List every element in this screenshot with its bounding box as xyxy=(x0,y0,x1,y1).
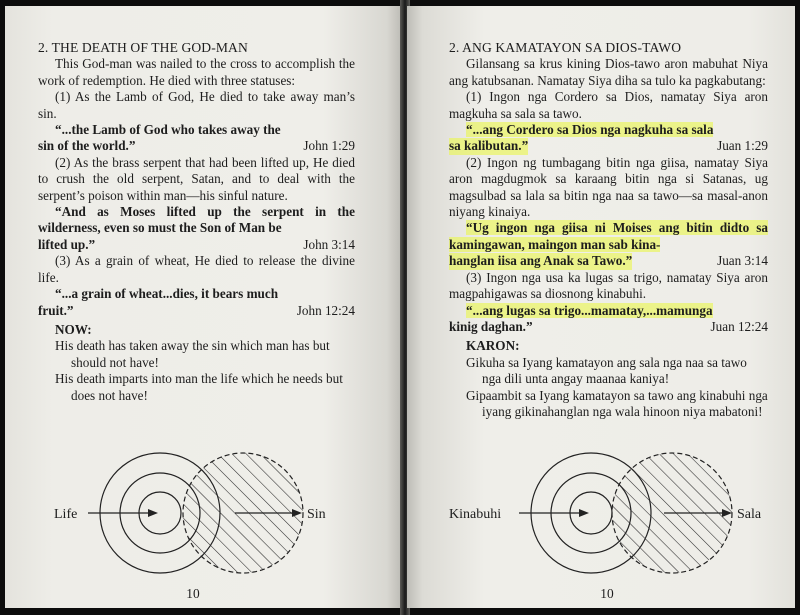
left-verse-2 xyxy=(38,204,355,253)
right-point-2: (2) Ingon ng tumbagang bitin nga giisa, namatay Siya aron magdugmok sa karaang bitin nga si Satanas, ug magsulbad sa lala sa bitin nga naa sa tawo—sa masal-anon niyang kinaiya. xyxy=(449,154,768,220)
left-point-3: (3) As a grain of wheat, He died to release the divine life. xyxy=(38,253,355,285)
right-verse-2-last: hanglan iisa ang Anak sa Tawo.” xyxy=(449,253,633,269)
right-verse-2-ref: Juan 3:14 xyxy=(717,253,768,269)
left-verse-2-ref: John 3:14 xyxy=(303,236,355,252)
right-verse-3-line1: “...ang lugas sa trigo...mamatay,...mamunga xyxy=(466,302,713,318)
right-now-2: Gipaambit sa Iyang kamatayon sa tawo ang kinabuhi nga iyang gikinahanglan nga wala hinoon niya mabatoni! xyxy=(466,387,768,419)
left-point-1: (1) As the Lamb of God, He died to take away man’s sin. xyxy=(38,89,355,121)
left-verse-3-ref: John 12:24 xyxy=(296,302,355,318)
right-verse-3-ref: Juan 12:24 xyxy=(710,318,768,334)
right-verse-1 xyxy=(449,122,768,155)
right-page xyxy=(407,6,795,608)
right-point-3: (3) Ingon nga usa ka lugas sa trigo, namatay Siya aron magpahigawas sa diosnong kinabuhi. xyxy=(449,269,768,302)
left-page-number: 10 xyxy=(186,586,200,601)
left-text-column xyxy=(38,40,355,404)
right-verse-3 xyxy=(449,303,768,336)
right-kinabuhi-label: Kinabuhi xyxy=(449,507,502,522)
right-verse-2 xyxy=(449,220,768,269)
right-text-column xyxy=(449,40,768,420)
left-verse-3-line1: “...a grain of wheat...dies, it bears much xyxy=(55,286,279,302)
right-kinabuhi-arrow xyxy=(519,509,589,517)
left-heading: 2. THE DEATH OF THE GOD-MAN xyxy=(38,40,248,55)
left-verse-1-line2: sin of the world.” xyxy=(38,138,136,154)
left-life-sin-diagram xyxy=(40,446,360,581)
left-life-arrow xyxy=(88,509,158,517)
right-sala-label: Sala xyxy=(737,507,762,522)
right-verse-1-line1: “...ang Cordero sa Dios nga nagkuha sa sala xyxy=(466,122,714,138)
right-verse-3-last: kinig daghan.” xyxy=(449,318,533,334)
left-verse-3 xyxy=(38,286,355,319)
left-verse-2-last: lifted up.” xyxy=(38,236,96,252)
right-kinabuhi-sala-diagram xyxy=(439,446,784,581)
right-now-1: Gikuha sa Iyang kamatayon ang sala nga naa sa tawo nga dili unta angay maanaa kaniya! xyxy=(466,354,747,387)
left-now-2: His death imparts into man the life which he needs but does not have! xyxy=(55,371,343,403)
left-verse-1-ref: John 1:29 xyxy=(303,138,355,154)
right-verse-2-main: “Ug ingon nga giisa ni Moises ang bitin didto sa kamingawan, maingon man sab kina- xyxy=(449,220,768,252)
left-now-label: NOW: xyxy=(55,321,92,337)
left-sin-label: Sin xyxy=(307,507,326,522)
right-heading: 2. ANG KAMATAYON SA DIOS-TAWO xyxy=(449,40,682,55)
left-verse-1-line1: “...the Lamb of God who takes away the xyxy=(55,122,281,138)
left-now-1: His death has taken away the sin which man has but should not have! xyxy=(55,338,330,370)
left-page xyxy=(5,6,403,608)
right-verse-1-ref: Juan 1:29 xyxy=(717,138,768,154)
right-verse-1-line2: sa kalibutan.” xyxy=(449,138,529,154)
left-intro: This God-man was nailed to the cross to accomplish the work of redemption. He died with three statuses: xyxy=(38,56,355,88)
left-verse-2-main: “And as Moses lifted up the serpent in the wilderness, even so must the Son of Man be xyxy=(38,204,355,236)
right-page-number: 10 xyxy=(600,586,614,601)
right-now-label: KARON: xyxy=(466,338,520,354)
right-intro: Gilansang sa krus kining Dios-tawo aron mabuhat Niya ang katubsanan. Namatay Siya diha sa tulo ka pagkabutang: xyxy=(449,56,768,88)
left-verse-3-last: fruit.” xyxy=(38,302,74,318)
left-life-label: Life xyxy=(54,507,78,522)
right-point-1: (1) Ingon nga Cordero sa Dios, namatay Siya aron magkuha sa sala sa tawo. xyxy=(449,89,768,121)
left-verse-1 xyxy=(38,122,355,155)
left-point-2: (2) As the brass serpent that had been lifted up, He died to crush the old serpent, Satan, and to deal with the serpent’s poison within man—his sinful nature. xyxy=(38,154,355,203)
